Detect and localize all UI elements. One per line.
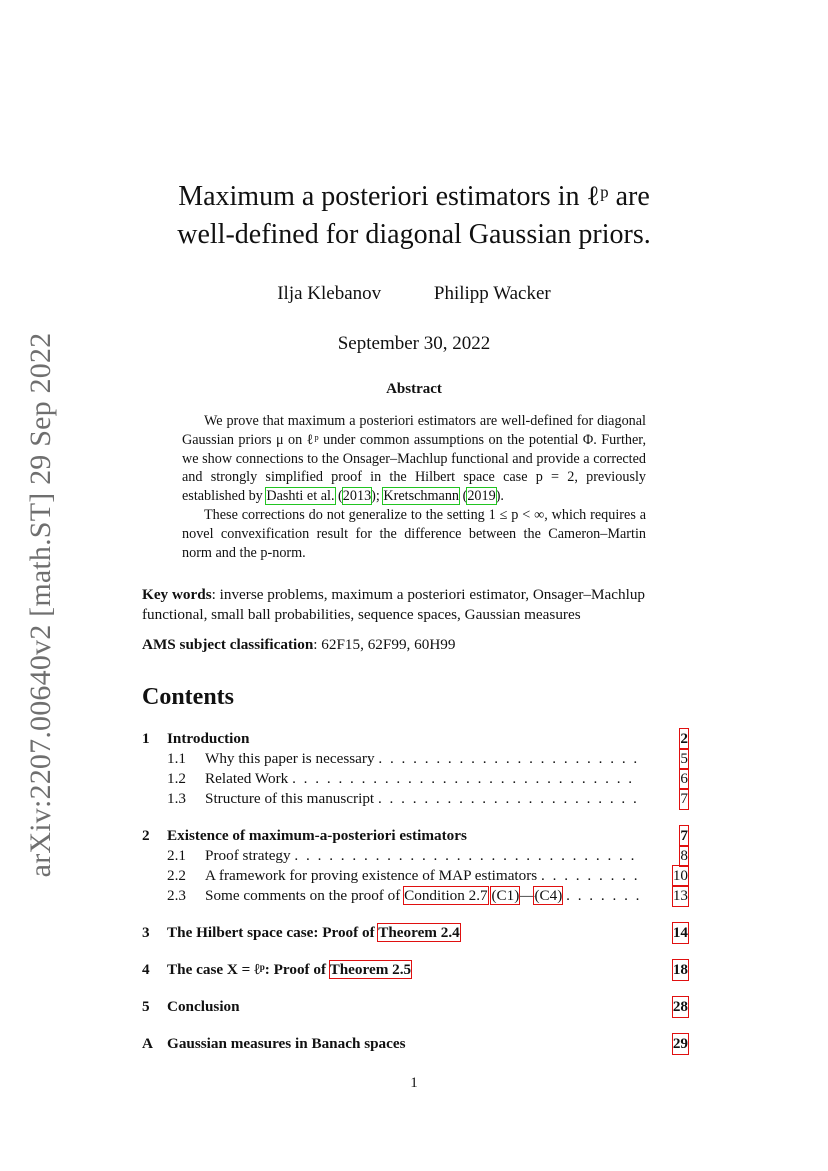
toc-page-link[interactable]: 28 — [672, 998, 688, 1015]
author-1: Ilja Klebanov — [277, 283, 382, 304]
toc-section-3[interactable]: 3 The Hilbert space case: Proof of Theorem 2.4 14 — [142, 924, 688, 941]
abstract-paragraph-2: These corrections do not generalize to the setting 1 ≤ p < ∞, which requires a novel convexification result for the difference between the Cameron–Martin norm and the p-norm. — [182, 506, 646, 561]
toc-subsection-2-1[interactable]: 2.1 Proof strategy . . . 8 — [142, 846, 688, 866]
toc-page-link[interactable]: 8 — [680, 847, 688, 864]
citation-kretschmann-link[interactable]: Kretschmann — [383, 488, 460, 505]
theorem-2-4-link[interactable]: Theorem 2.4 — [378, 924, 460, 941]
author-2: Philipp Wacker — [433, 283, 551, 304]
abstract-text-1: We prove that maximum a posteriori estimators are well-defined for diagonal Gaussian priors μ on ℓᵖ under common assumptions on the potential Φ. Further, we show connections to the Onsager–Machlup functional and provide a corrected and strongly simplified proof in the Hilbert space case p = 2, previously established by — [182, 413, 646, 505]
toc-subsection-1-3[interactable]: 1.3 Structure of this manuscript . . . 7 — [142, 789, 688, 809]
toc-page-link[interactable]: 7 — [680, 790, 688, 807]
toc-section-5[interactable]: 5 Conclusion 28 — [142, 998, 688, 1015]
toc-section-4[interactable]: 4 The case X = ℓᵖ: Proof of Theorem 2.5 18 — [142, 961, 688, 978]
keywords-label: Key words — [142, 586, 212, 603]
title-line-2: well-defined for diagonal Gaussian priors. — [177, 219, 651, 250]
toc-subsection-1-1[interactable]: 1.1 Why this paper is necessary . . . 5 — [142, 749, 688, 769]
c1-link[interactable]: (C1) — [491, 887, 520, 904]
abstract-paragraph-1: We prove that maximum a posteriori estimators are well-defined for diagonal Gaussian priors μ on ℓᵖ under common assumptions on the potential Φ. Further, we show connections to the Onsager–Machlup functional and provide a corrected and strongly simplified proof in the Hilbert space case p = 2, previously established by Dashti et al. (2013); Kretschmann (2019). — [182, 413, 646, 505]
toc-page-link[interactable]: 2 — [680, 730, 688, 747]
toc-page-link[interactable]: 7 — [680, 827, 688, 844]
page-number: 1 — [410, 1075, 418, 1091]
toc-appendix-a[interactable]: A Gaussian measures in Banach spaces 29 — [142, 1035, 688, 1052]
toc-page-link[interactable]: 29 — [672, 1035, 688, 1052]
toc-section-2[interactable]: 2 Existence of maximum-a-posteriori estimators 7 — [142, 827, 688, 844]
toc-page-link[interactable]: 18 — [672, 961, 688, 978]
toc-page-link[interactable]: 13 — [672, 887, 688, 904]
toc-page-link[interactable]: 6 — [680, 770, 688, 787]
arxiv-identifier: arXiv:2207.00640v2 [math.ST] 29 Sep 2022 — [24, 332, 57, 878]
citation-dashti-link[interactable]: Dashti et al. — [266, 488, 335, 505]
toc-page-link[interactable]: 10 — [672, 867, 688, 884]
abstract-body — [182, 412, 646, 562]
theorem-2-5-link[interactable]: Theorem 2.5 — [329, 961, 412, 978]
citation-dashti-year-link[interactable]: 2013 — [342, 488, 372, 505]
toc-page-link[interactable]: 5 — [680, 750, 688, 767]
keywords-text: : inverse problems, maximum a posteriori estimator, Onsager–Machlup functional, small ball probabilities, sequence spaces, Gaussian measures — [142, 586, 646, 623]
paper-date: September 30, 2022 — [337, 333, 491, 354]
contents-heading: Contents — [142, 684, 235, 710]
paper-title — [0, 178, 828, 254]
author-list — [0, 283, 828, 305]
c4-link[interactable]: (C4) — [534, 887, 563, 904]
citation-kretschmann-year-link[interactable]: 2019 — [467, 488, 496, 505]
ams-text: : 62F15, 62F99, 60H99 — [313, 636, 456, 653]
toc-section-1[interactable]: 1 Introduction 2 — [142, 730, 688, 747]
condition-link[interactable]: Condition 2.7 — [404, 887, 488, 904]
keywords — [142, 585, 690, 625]
abstract-heading: Abstract — [386, 381, 442, 397]
toc-page-link[interactable]: 14 — [672, 924, 688, 941]
toc-subsection-2-3[interactable]: 2.3 Some comments on the proof of Condition 2.7 (C1)—(C4) . . . 13 — [142, 886, 688, 906]
toc-subsection-1-2[interactable]: 1.2 Related Work . . . 6 — [142, 769, 688, 789]
ams-label: AMS subject classification — [142, 636, 314, 653]
ams-classification — [142, 636, 690, 654]
title-line-1: Maximum a posteriori estimators in ℓᵖ are — [178, 181, 650, 212]
toc-subsection-2-2[interactable]: 2.2 A framework for proving existence of MAP estimators . . . 10 — [142, 866, 688, 886]
